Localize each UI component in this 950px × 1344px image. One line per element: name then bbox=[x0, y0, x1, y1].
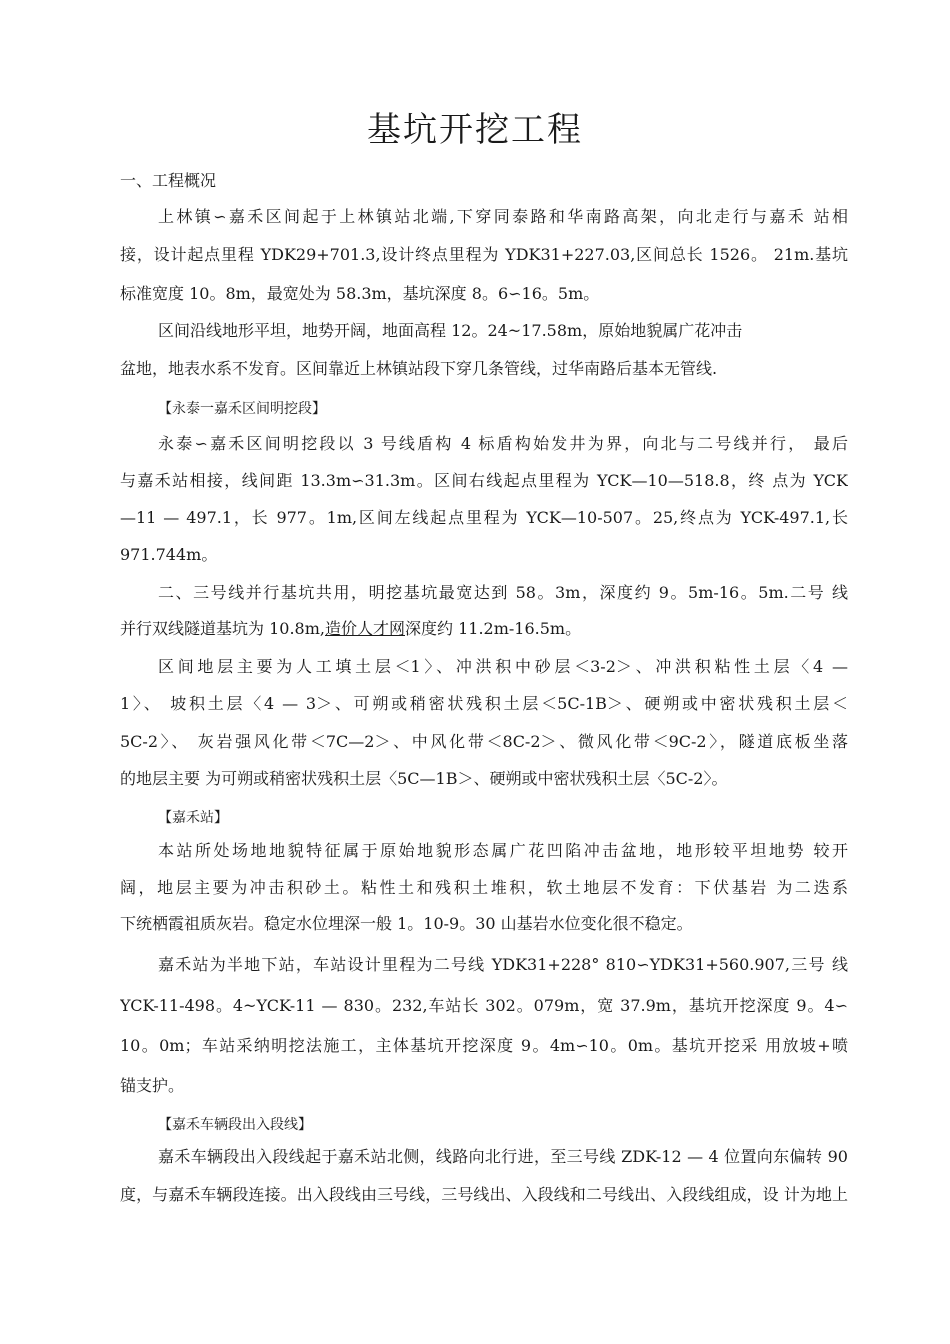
paragraph-line: 锚支护。 bbox=[120, 1076, 185, 1095]
paragraph-line: 嘉禾车辆段出入段线起于嘉禾站北侧，线路向北行进，至三号线 ZDK-12 — 4 位置向东偏转 90 bbox=[158, 1147, 848, 1166]
paragraph-line: 区间沿线地形平坦，地势开阔，地面高程 12。24~17.58m，原始地貌属广花冲击 bbox=[158, 321, 743, 340]
paragraph-line: 本站所处场地地貌特征属于原始地貌形态属广花凹陷冲击盆地，地形较平坦地势 较开 bbox=[158, 841, 848, 860]
paragraph-line: 永泰∽嘉禾区间明挖段以 3 号线盾构 4 标盾构始发井为界，向北与二号线并行， 最后 bbox=[158, 434, 848, 453]
paragraph-line: 的地层主要 为可朔或稍密状残积土层〈5C—1B＞、硬朔或中密状残积土层〈5C-2〉。 bbox=[120, 769, 728, 788]
text-segment: 并行双线隧道基坑为 10.8m, bbox=[120, 619, 325, 638]
paragraph-line: 接，设计起点里程 YDK29+701.3,设计终点里程为 YDK31+227.03,区间总长 1526。 21m.基坑 bbox=[120, 245, 848, 264]
subsection-heading: 【嘉禾车辆段出入段线】 bbox=[158, 1117, 312, 1133]
paragraph-line: 盆地，地表水系不发育。区间靠近上林镇站段下穿几条管线，过华南路后基本无管线. bbox=[120, 359, 718, 378]
paragraph-line: 二、三号线并行基坑共用，明挖基坑最宽达到 58。3m，深度约 9。5m-16。5m.二号 线 bbox=[158, 583, 848, 602]
paragraph-line: 标准宽度 10。8m，最宽处为 58.3m，基坑深度 8。6∽16。5m。 bbox=[120, 284, 600, 303]
paragraph-line: 5C-2〉、 灰岩强风化带＜7C—2＞、中风化带＜8C-2＞、微风化带＜9C-2〉，隧道底板坐落 bbox=[120, 732, 848, 751]
paragraph-line: 与嘉禾站相接，线间距 13.3m∽31.3m。区间右线起点里程为 YCK—10—518.8，终 点为 YCK bbox=[120, 471, 848, 490]
paragraph-line: 下统栖霞祖质灰岩。稳定水位埋深一般 1。10-9。30 山基岩水位变化很不稳定。 bbox=[120, 914, 693, 933]
paragraph-line: 阔，地层主要为冲击积砂土。粘性土和残积土堆积，软土地层不发育：下伏基岩 为二迭系 bbox=[120, 878, 848, 897]
paragraph-line: 嘉禾站为半地下站，车站设计里程为二号线 YDK31+228° 810∽YDK31+560.907,三号 线 bbox=[158, 955, 848, 974]
paragraph-line: YCK-11-498。4~YCK-11 — 830。232,车站长 302。079m，宽 37.9m，基坑开挖深度 9。4∽ bbox=[120, 996, 848, 1015]
subsection-heading: 【嘉禾站】 bbox=[158, 810, 228, 826]
document-title: 基坑开挖工程 bbox=[367, 110, 583, 150]
watermark-link-text: 造价人才网 bbox=[324, 619, 405, 638]
paragraph-line: 1〉、 坡积土层〈4 — 3＞、可朔或稍密状残积土层＜5C-1B＞、硬朔或中密状残积土层＜ bbox=[120, 694, 848, 713]
text-segment: 深度约 11.2m-16.5m。 bbox=[405, 619, 582, 638]
paragraph-line: 上林镇∽嘉禾区间起于上林镇站北端,下穿同泰路和华南路高架，向北走行与嘉禾 站相 bbox=[158, 207, 848, 226]
paragraph-line: 10。0m；车站采纳明挖法施工，主体基坑开挖深度 9。4m∽10。0m。基坑开挖采 用放坡+喷 bbox=[120, 1036, 848, 1055]
paragraph-line: —11 — 497.1，长 977。1m,区间左线起点里程为 YCK—10-507。25,终点为 YCK-497.1,长 bbox=[120, 508, 848, 527]
section-heading-overview: 一、工程概况 bbox=[120, 171, 217, 190]
subsection-heading: 【永泰一嘉禾区间明挖段】 bbox=[158, 401, 326, 417]
paragraph-line: 区间地层主要为人工填土层＜1〉、冲洪积中砂层＜3-2＞、冲洪积粘性土层〈4 — bbox=[158, 657, 848, 676]
paragraph-line: 971.744m。 bbox=[120, 545, 218, 564]
paragraph-line bbox=[120, 618, 848, 640]
paragraph-line: 度，与嘉禾车辆段连接。出入段线由三号线，三号线出、入段线和二号线出、入段线组成，设 计为地上 bbox=[120, 1185, 848, 1204]
